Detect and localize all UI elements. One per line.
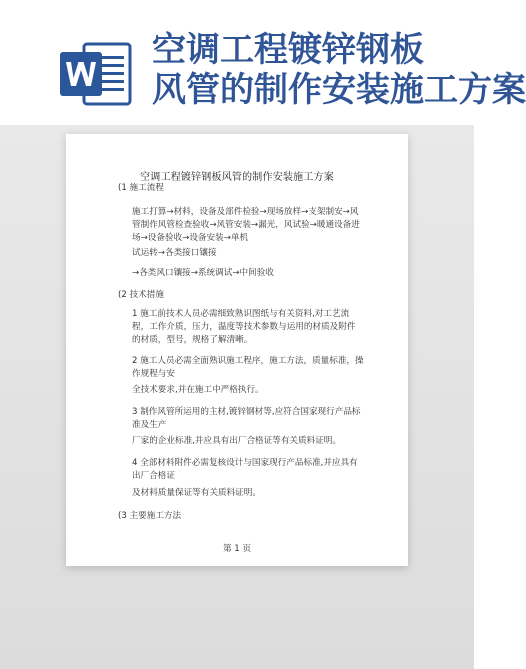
paragraph: (2 技术措施 [118,290,164,300]
banner-title-line2: 风管的制作安装施工方案 [152,70,526,110]
paragraph: (3 主要施工方法 [118,511,182,521]
paragraph: (1 施工流程 [118,183,164,193]
banner [0,0,526,140]
paragraph: 厂家的企业标准,并应具有出厂合格证等有关质料证明。 [132,436,341,446]
paragraph: 3 制作风管所运用的主材,镀锌钢材等,应符合国家现行产品标准及生产 [132,407,361,430]
paragraph: 2 施工人员必需全面熟识施工程序，施工方法，质量标准，操作规程与安 [132,356,364,379]
document-title: 空调工程镀锌钢板风管的制作安装施工方案 [140,172,334,183]
paragraph: →各类风口镶接→系统调试→中间验收 [132,268,274,278]
banner-title-line1: 空调工程镀锌钢板 [152,30,424,70]
paragraph: 施工打算→材料，设备及部件检验→现场放样→支架制安→风管制作风管检查验收→风管安装→漏光，风试验→暖通设备进场→设备验收→设备安装→单机 [132,207,360,243]
paragraph: 4 全部材料附件必需复核设计与国家现行产品标准,并应具有出厂合格证 [132,458,358,481]
paragraph: 试运转→各类接口镶接 [132,248,217,258]
paragraph: 及材料质量保证等有关质料证明。 [132,488,261,498]
document-page [66,134,408,566]
paragraph: 1 施工前技术人员必需细致熟识图纸与有关资料,对工艺流程，工作介质，压力，温度等技术参数与运用的材质及附件的材质，型号，规格了解清晰。 [132,309,356,345]
page-number: 第 1 页 [222,544,252,554]
paragraph: 全技术要求,并在施工中严格执行。 [132,385,264,395]
banner-title [152,30,526,110]
word-document-icon [58,40,134,108]
